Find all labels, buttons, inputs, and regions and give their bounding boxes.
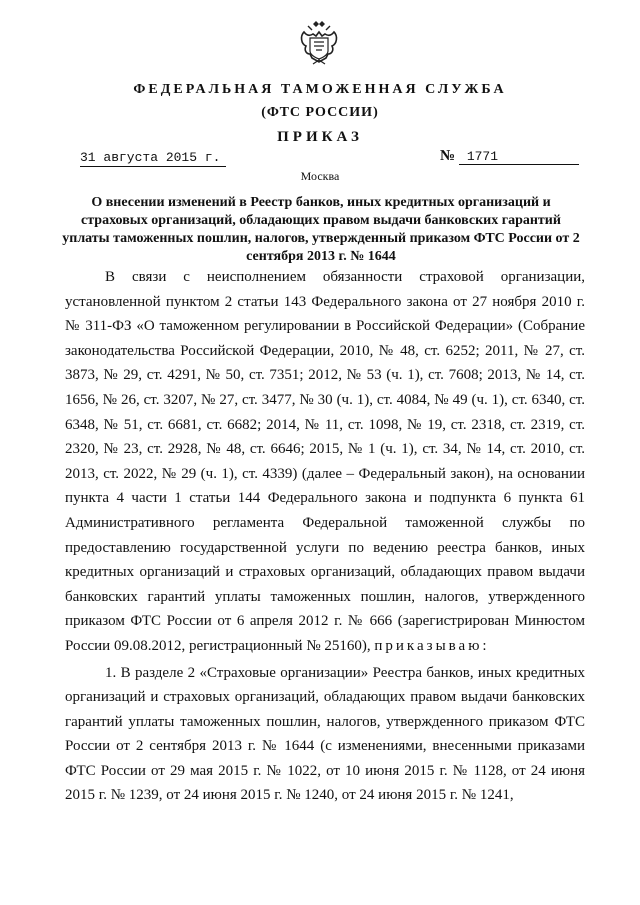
paragraph-item-1: 1. В разделе 2 «Страховые организации» Реестра банков, иных кредитных организаций и страховых организаций, обладающих правом выдачи банковских гарантий уплаты таможенных пошлин, налогов, утвержденного приказом ФТС России от 2 сентября 2013 г. № 1644 (с изменениями, внесенными приказами ФТС России от 29 мая 2015 г. № 1022, от 10 июня 2015 г. № 1128, от 24 июня 2015 г. № 1239, от 24 июня 2015 г. № 1240, от 24 июня 2015 г. № 1241, [65, 664, 585, 804]
preamble-text: В связи с неисполнением обязанности страховой организации, установленной пунктом 2 статьи 143 Федерального закона от 27 ноября 2010 г. № 311-ФЗ «О таможенном регулировании в Российской Федерации» (Собрание законодательства Российской Федерации, 2010, № 48, ст. 6252; 2011, № 27, ст. 3873, № 29, ст. 4291, № 50, ст. 7351; 2012, № 53 (ч. 1), ст. 7608; 2013, № 14, ст. 1656, № 26, ст. 3207, № 27, ст. 3477, № 30 (ч. 1), ст. 4084, № 49 (ч. 1), ст. 6340, ст. 6348, № 51, ст. 6681, ст. 6682; 2014, № 11, ст. 1098, № 19, ст. 2318, ст. 2319, ст. 2320, № 23, ст. 2928, № 48, ст. 6646; 2015, № 1 (ч. 1), ст. 34, № 14, ст. 2010, ст. 2013, ст. 2022, № 29 (ч. 1), ст. 4339) (далее – Федеральный закон), на основании пункта 4 части 1 статьи 144 Федерального закона и подпункта 6 пункта 61 Административного регламента Федеральной таможенной службы по предоставлению государственной услуги по ведению реестра банков, иных кредитных организаций и страховых организаций, обладающих правом выдачи банковских гарантий уплаты таможенных пошлин, налогов, утвержденного приказом ФТС России от 6 апреля 2012 г. № 666 (зарегистрирован Минюстом России 09.08.2012, регистрационный № 25160), [65, 269, 585, 654]
agency-name: ФЕДЕРАЛЬНАЯ ТАМОЖЕННАЯ СЛУЖБА [133, 82, 507, 97]
document-type-title: ПРИКАЗ [277, 129, 363, 145]
agency-abbreviation: (ФТС РОССИИ) [261, 105, 379, 120]
number-value: 1771 [459, 149, 579, 165]
issue-city: Москва [300, 169, 340, 183]
order-number [440, 148, 590, 165]
paragraph-preamble [65, 265, 585, 659]
command-phrase: приказываю: [374, 637, 490, 654]
order-date: 31 августа 2015 г. [80, 150, 226, 167]
coat-of-arms-icon [298, 18, 340, 68]
number-label: № [440, 148, 456, 164]
order-body [65, 265, 585, 808]
order-heading: О внесении изменений в Реестр банков, иных кредитных организаций и страховых организаций, обладающих правом выдачи банковских гарантий уплаты таможенных пошлин, налогов, утвержденный приказом ФТС России от 2 сентября 2013 г. № 1644 [62, 195, 580, 264]
